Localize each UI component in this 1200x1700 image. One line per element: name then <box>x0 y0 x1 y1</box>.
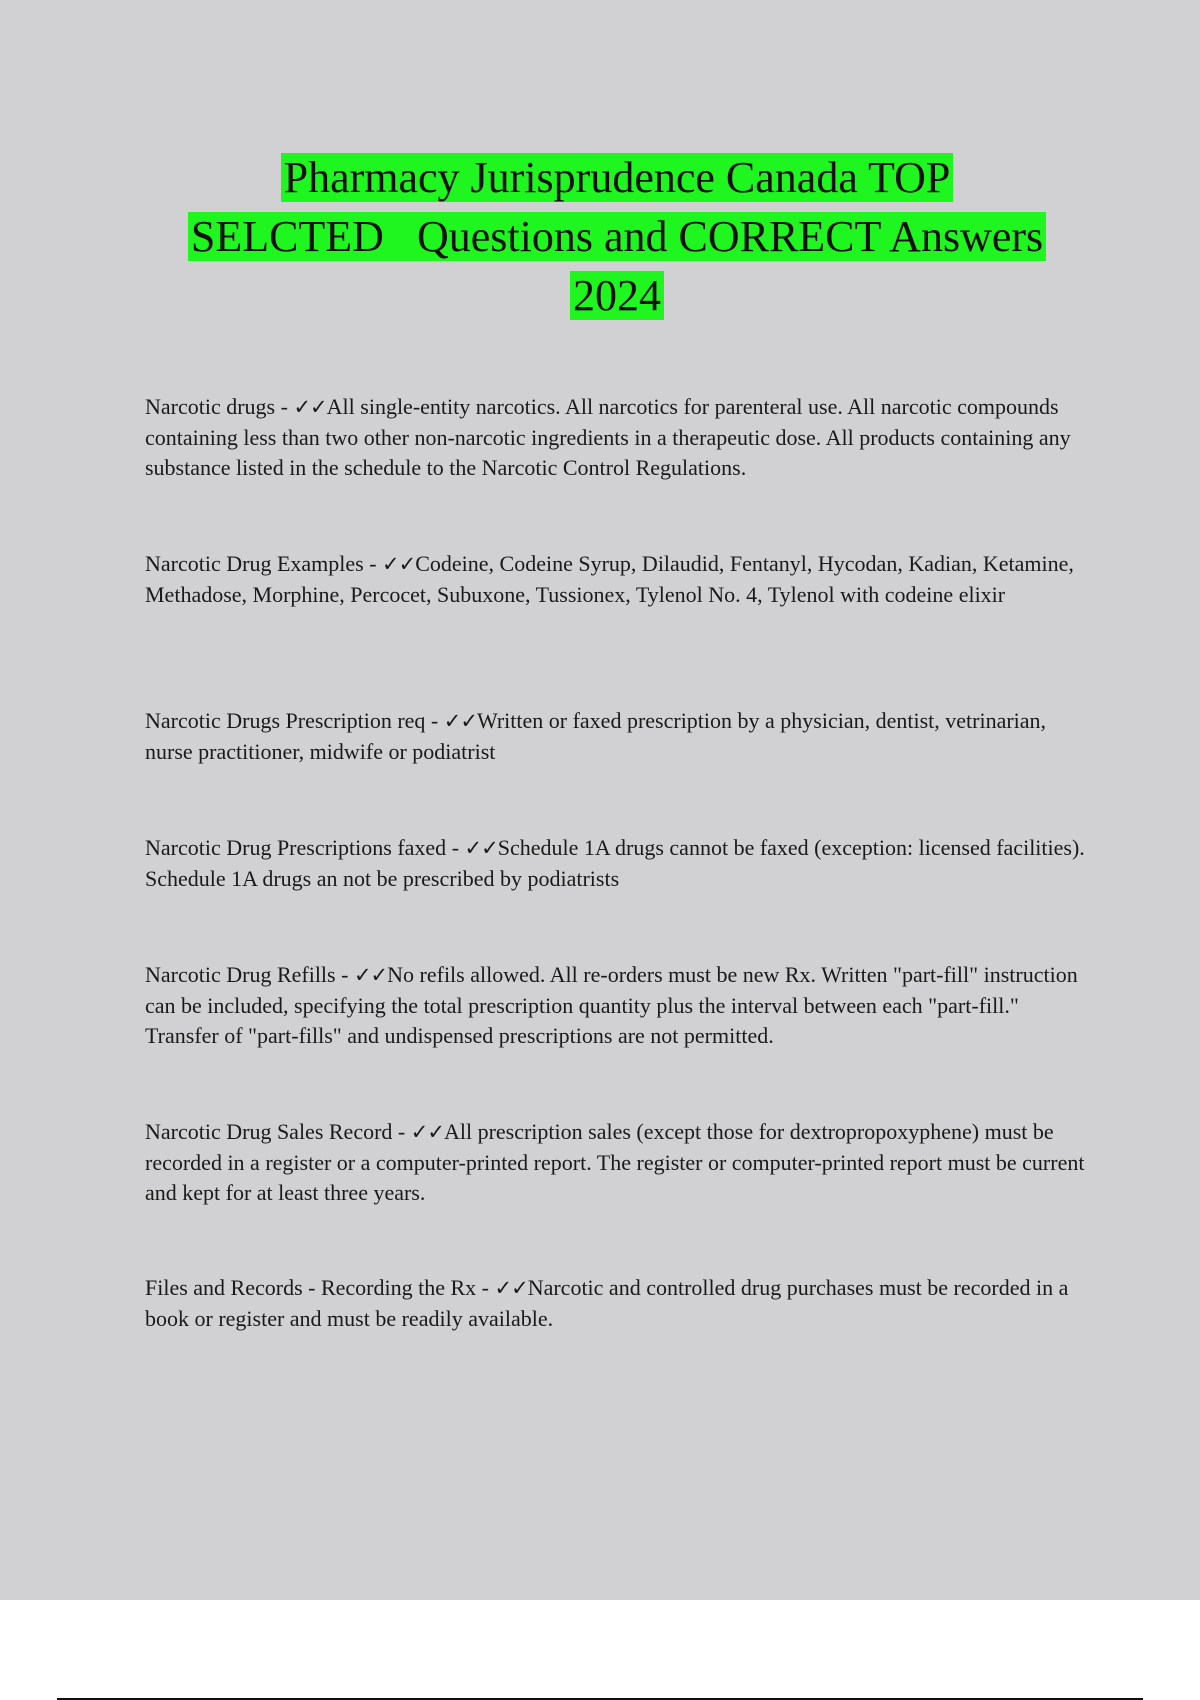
entry-answer: Written or faxed prescription by a physician, dentist, vetrinarian, nurse practitioner, midwife or podiatrist <box>145 708 1047 764</box>
entry-separator: - <box>335 962 354 987</box>
entry-term: Narcotic Drug Refills <box>145 962 336 987</box>
entry-answer: Codeine, Codeine Syrup, Dilaudid, Fentanyl, Hycodan, Kadian, Ketamine, Methadose, Morphine, Percocet, Subuxone, Tussionex, Tylenol No. 4, Tylenol with codeine elixir <box>145 551 1074 607</box>
entry-answer: All prescription sales (except those for dextropropoxyphene) must be recorded in a register or a computer-printed report. The register or computer-printed report must be current and kept for at least three years. <box>145 1119 1085 1205</box>
title-line: SELCTED Questions and CORRECT Answers <box>188 212 1046 261</box>
double-check-icon: ✓✓ <box>382 552 416 576</box>
entry-answer: Narcotic and controlled drug purchases must be recorded in a book or register and must be readily available. <box>145 1275 1069 1331</box>
double-check-icon: ✓✓ <box>443 709 477 733</box>
entry-separator: - <box>446 835 465 860</box>
entry-separator: - <box>476 1275 495 1300</box>
title-line: 2024 <box>570 271 664 320</box>
entry-term: Narcotic Drug Sales Record <box>145 1119 393 1144</box>
entry-answer: All single-entity narcotics. All narcotics for parenteral use. All narcotic compounds containing less than two other non-narcotic ingredients in a therapeutic dose. All products containing any substance listed in the schedule to the Narcotic Control Regulations. <box>145 394 1071 480</box>
entry-term: Narcotic Drugs Prescription req <box>145 708 426 733</box>
qa-entry <box>145 1117 1085 1209</box>
qa-entry <box>145 1273 1085 1334</box>
entry-answer: No refils allowed. All re-orders must be new Rx. Written "part-fill" instruction can be included, specifying the total prescription quantity plus the interval between each "part-fill." Transfer of "part-fills" and undispensed prescriptions are not permitted. <box>145 962 1078 1048</box>
double-check-icon: ✓✓ <box>464 836 498 860</box>
entry-term: Narcotic Drug Examples <box>145 551 364 576</box>
qa-entry <box>145 833 1085 894</box>
entry-answer: Schedule 1A drugs cannot be faxed (exception: licensed facilities). Schedule 1A drugs an not be prescribed by podiatrists <box>145 835 1085 891</box>
entry-separator: - <box>392 1119 411 1144</box>
entry-separator: - <box>363 551 383 576</box>
entry-separator: - <box>425 708 444 733</box>
title-line: Pharmacy Jurisprudence Canada TOP <box>281 153 954 202</box>
entry-separator: - <box>275 394 294 419</box>
qa-entry <box>145 392 1085 484</box>
double-check-icon: ✓✓ <box>494 1276 528 1300</box>
entry-term: Narcotic drugs <box>145 394 276 419</box>
double-check-icon: ✓✓ <box>353 963 388 987</box>
document-title <box>130 148 1104 325</box>
double-check-icon: ✓✓ <box>410 1120 444 1144</box>
entry-term: Files and Records - Recording the Rx <box>145 1275 477 1300</box>
qa-entry <box>145 706 1085 767</box>
entry-term: Narcotic Drug Prescriptions faxed <box>145 835 447 860</box>
qa-entry <box>145 549 1085 610</box>
qa-entry <box>145 960 1085 1052</box>
double-check-icon: ✓✓ <box>293 395 327 419</box>
